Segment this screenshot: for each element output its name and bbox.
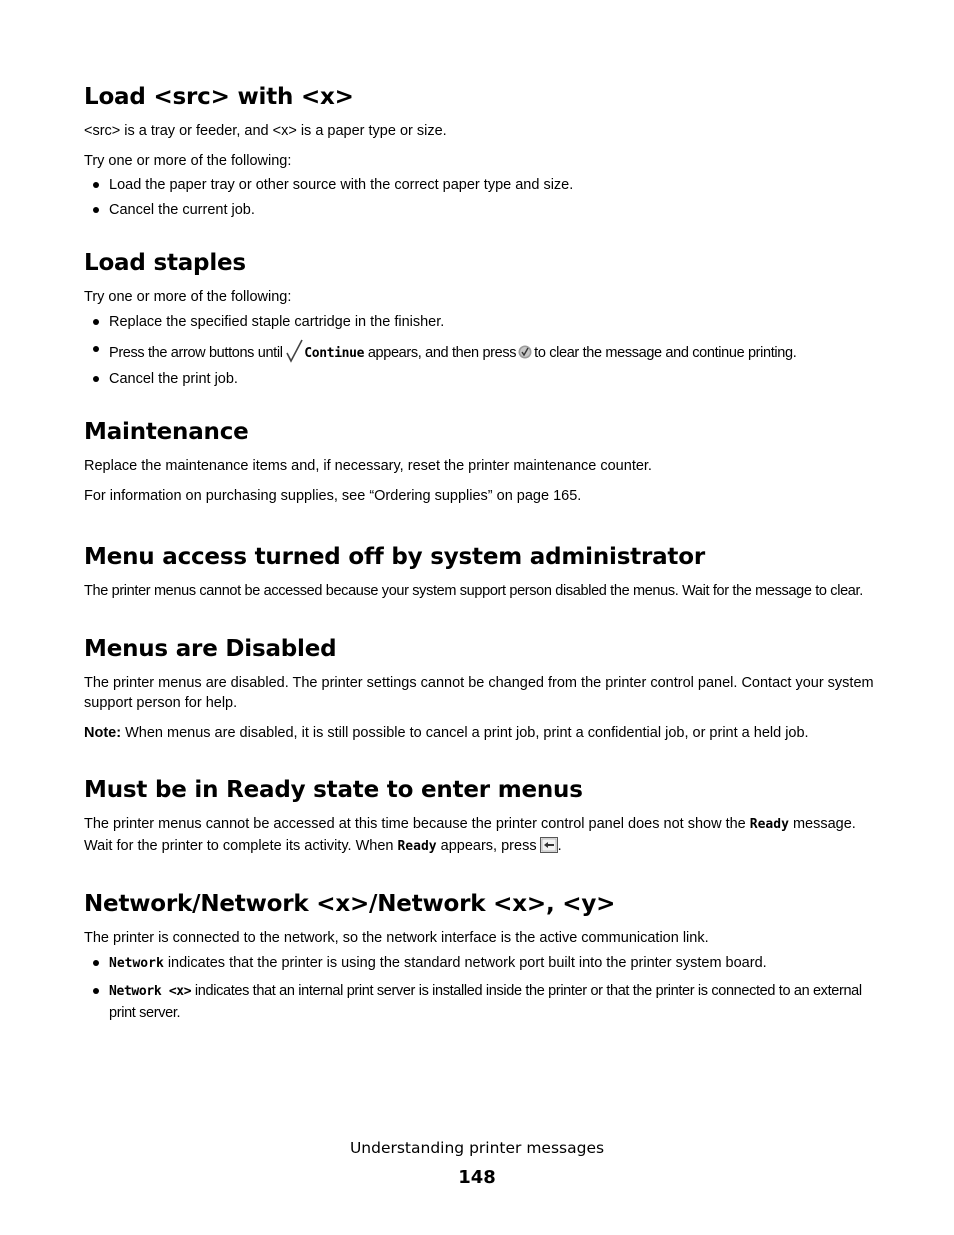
text: appears, press xyxy=(440,837,537,854)
text: appears, and then press xyxy=(367,345,517,361)
heading-menu-access: Menu access turned off by system administrator xyxy=(84,544,705,570)
list-item xyxy=(84,339,874,365)
code-ready: Ready xyxy=(749,817,789,832)
code-network: Network xyxy=(109,955,164,971)
list-item: Cancel the print job. xyxy=(84,369,874,390)
paragraph: For information on purchasing supplies, see “Ordering supplies” on page 165. xyxy=(84,487,582,504)
paragraph: The printer is connected to the network, so the network interface is the active communication link. xyxy=(84,930,709,946)
note-text: When menus are disabled, it is still possible to cancel a print job, print a confidential job, or print a held job. xyxy=(121,724,809,741)
list-item xyxy=(84,981,874,1023)
paragraph: The printer menus cannot be accessed because your system support person disabled the menus. Wait for the message to clear. xyxy=(84,583,863,599)
section-menu-access xyxy=(84,541,874,602)
heading-network: Network/Network <x>/Network <x>, <y> xyxy=(84,891,616,917)
section-maintenance xyxy=(84,416,874,506)
text: The printer menus cannot be accessed at this time because the printer control panel does not show the xyxy=(84,816,746,832)
paragraph: Try one or more of the following: xyxy=(84,289,292,305)
heading-maintenance: Maintenance xyxy=(84,419,249,445)
select-button-icon xyxy=(518,345,532,359)
paragraph: <src> is a tray or feeder, and <x> is a paper type or size. xyxy=(84,123,447,139)
heading-ready-state: Must be in Ready state to enter menus xyxy=(84,777,583,803)
bullet-list xyxy=(84,175,874,221)
checkmark-icon xyxy=(286,339,304,363)
paragraph: The printer menus are disabled. The printer settings cannot be changed from the printer control panel. Contact your system support person for help. xyxy=(84,674,874,711)
list-item: Replace the specified staple cartridge in the finisher. xyxy=(84,312,874,333)
text: to clear the message and continue printing. xyxy=(534,345,797,361)
code-continue: Continue xyxy=(304,346,365,361)
list-item: Load the paper tray or other source with the correct paper type and size. xyxy=(84,175,874,196)
paragraph: Replace the maintenance items and, if necessary, reset the printer maintenance counter. xyxy=(84,458,652,474)
note-label: Note: xyxy=(84,724,122,741)
list-item xyxy=(84,953,874,975)
text: . xyxy=(557,837,562,854)
heading-load-staples: Load staples xyxy=(84,250,246,276)
text: indicates that an internal print server is installed inside the printer or that the printer is connected to an external print server. xyxy=(109,983,862,1021)
section-network xyxy=(84,888,874,1023)
list-item: Cancel the current job. xyxy=(84,200,874,221)
heading-load-src: Load <src> with <x> xyxy=(84,84,354,110)
bullet-list xyxy=(84,312,874,390)
bullet-list xyxy=(84,953,874,1024)
section-menus-disabled xyxy=(84,633,874,744)
page-number: 148 xyxy=(458,1167,496,1188)
page-content xyxy=(84,81,874,1028)
back-button-icon xyxy=(540,837,558,853)
heading-menus-disabled: Menus are Disabled xyxy=(84,635,337,662)
section-load-src xyxy=(84,81,874,221)
code-ready: Ready xyxy=(397,838,437,854)
text: message. Wait for the printer to complete its activity. When xyxy=(84,816,856,854)
footer-title: Understanding printer messages xyxy=(349,1139,605,1157)
text: Press the arrow buttons until xyxy=(109,345,283,361)
paragraph xyxy=(84,814,874,857)
paragraph: Try one or more of the following: xyxy=(84,152,292,169)
text: indicates that the printer is using the standard network port built into the printer system board. xyxy=(163,954,767,971)
section-load-staples xyxy=(84,247,874,390)
code-network-x: Network <x> xyxy=(109,984,192,999)
note xyxy=(84,723,874,744)
section-ready-state xyxy=(84,774,874,857)
